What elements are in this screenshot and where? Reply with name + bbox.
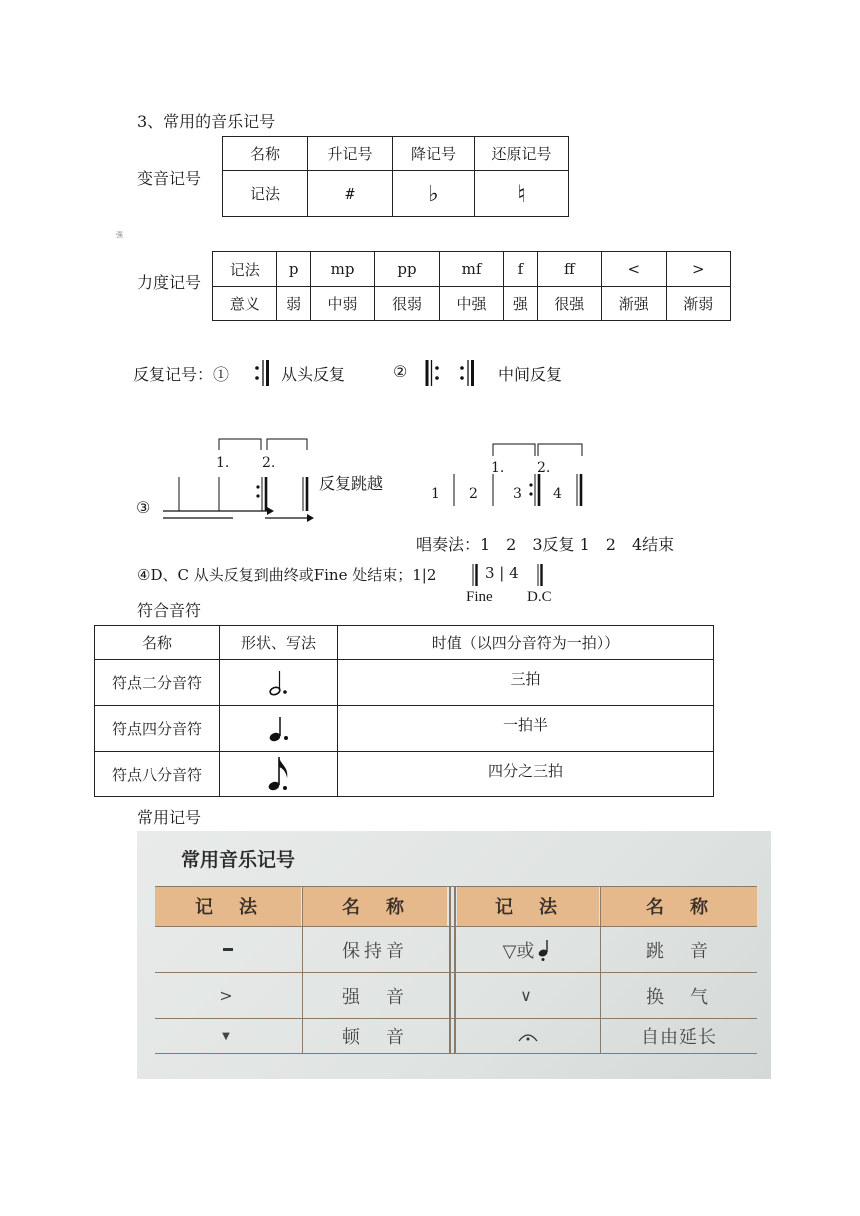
header-cell: 名称 — [223, 137, 308, 171]
photo-name-cell: 自由延长 — [641, 1027, 717, 1048]
tiny-mark: 强 — [116, 231, 123, 239]
row-label: 意义 — [213, 287, 277, 321]
photo-header-cell: 名 称 — [303, 886, 447, 926]
photo-header-cell: 记 法 — [155, 886, 301, 926]
photo-name-cell: 跳 音 — [646, 940, 712, 962]
repeat-item2-num: ② — [393, 362, 408, 381]
dynamic-symbol: < — [602, 252, 666, 287]
dynamic-symbol: > — [666, 252, 731, 287]
staccato-symbol-cell — [457, 927, 599, 972]
header-cell: 还原记号 — [475, 137, 569, 171]
dotted-title: 符合音符 — [137, 601, 202, 620]
accent-symbol-icon: > — [219, 986, 237, 1005]
ending-1-label: 1. — [216, 455, 230, 471]
start-repeat-sign-icon — [423, 358, 443, 388]
dynamic-symbol: mp — [310, 252, 374, 287]
dotted-notes-table — [94, 625, 714, 797]
dotted-quarter-note-icon — [220, 706, 338, 752]
repeat-from-start-text: 从头反复 — [281, 365, 346, 384]
photo-title: 常用音乐记号 — [181, 849, 296, 871]
tenuto-symbol-icon — [155, 927, 301, 972]
quarter-note-staccato-icon — [537, 939, 553, 961]
common-symbols-photo — [137, 831, 771, 1079]
example-number: 3 — [513, 486, 522, 502]
ending-2-label: 2. — [262, 455, 276, 471]
flat-symbol: ♭ — [393, 171, 475, 217]
dynamic-meaning: 强 — [504, 287, 537, 321]
end-repeat-sign-icon — [252, 358, 272, 388]
fine-label: Fine — [466, 589, 493, 605]
note-duration: 一拍半 — [338, 706, 714, 752]
repeat-skip-text: 反复跳越 — [319, 474, 384, 493]
fermata-symbol-icon — [457, 1019, 599, 1053]
note-duration: 三拍 — [338, 660, 714, 706]
double-barline-icon — [536, 563, 544, 587]
note-name: 符点八分音符 — [95, 752, 220, 797]
example-number: 4 — [553, 486, 562, 502]
photo-symbol-text: ▽或 — [502, 940, 535, 962]
dynamic-meaning: 中强 — [439, 287, 503, 321]
header-cell: 降记号 — [393, 137, 475, 171]
ending-2-label: 2. — [537, 460, 551, 476]
row-label: 记法 — [213, 252, 277, 287]
photo-header-cell: 记 法 — [457, 886, 599, 926]
dynamic-meaning: 很强 — [537, 287, 601, 321]
section-title: 3、常用的音乐记号 — [137, 112, 276, 131]
end-repeat-sign-icon — [457, 358, 477, 388]
header-cell: 名称 — [95, 626, 220, 660]
header-cell: 形状、写法 — [220, 626, 338, 660]
common-title: 常用记号 — [137, 808, 202, 827]
dynamic-meaning: 渐强 — [602, 287, 666, 321]
repeat-middle-text: 中间反复 — [498, 365, 563, 384]
repeat-jump-diagram — [155, 435, 325, 530]
dotted-half-note-icon — [220, 660, 338, 706]
dynamic-symbol: p — [277, 252, 310, 287]
staccatissimo-symbol-icon: ▼ — [222, 1030, 234, 1042]
dynamic-meaning: 很弱 — [375, 287, 439, 321]
natural-symbol: ♮ — [475, 171, 569, 217]
breath-symbol-icon: ∨ — [520, 986, 536, 1005]
double-barline-icon — [471, 563, 479, 587]
photo-name-cell: 顿 音 — [342, 1027, 408, 1048]
dynamic-symbol: ff — [537, 252, 601, 287]
repeat-item3-num: ③ — [136, 498, 151, 517]
performance-order: 唱奏法：1 2 3反复 1 2 4结束 — [416, 535, 675, 554]
header-cell: 时值（以四分音符为一拍）） — [338, 626, 714, 660]
dynamic-symbol: mf — [439, 252, 503, 287]
dynamic-symbol: f — [504, 252, 537, 287]
sharp-symbol: # — [308, 171, 393, 217]
row-label: 记法 — [223, 171, 308, 217]
dynamic-meaning: 渐弱 — [666, 287, 731, 321]
dc-tail: 3 | 4 — [485, 564, 519, 582]
photo-table — [155, 886, 757, 1054]
note-name: 符点四分音符 — [95, 706, 220, 752]
dynamics-label: 力度记号 — [137, 273, 202, 292]
ending-1-label: 1. — [491, 460, 505, 476]
accidentals-label: 变音记号 — [137, 169, 202, 188]
example-number: 1 — [431, 486, 440, 502]
dynamic-symbol: pp — [375, 252, 439, 287]
accidentals-table — [222, 136, 569, 217]
dc-explanation: ④D、C 从头反复到曲终或Fine 处结束；1|2 — [137, 566, 437, 584]
dotted-eighth-note-icon — [220, 752, 338, 797]
photo-name-cell: 保持音 — [342, 940, 408, 962]
note-duration: 四分之三拍 — [338, 752, 714, 797]
example-number: 2 — [469, 486, 478, 502]
note-name: 符点二分音符 — [95, 660, 220, 706]
header-cell: 升记号 — [308, 137, 393, 171]
dynamic-meaning: 中弱 — [310, 287, 374, 321]
repeat-example-diagram — [425, 440, 595, 515]
photo-header-cell: 名 称 — [601, 886, 757, 926]
repeat-label: 反复记号：① — [133, 365, 230, 384]
dynamics-table — [212, 251, 731, 321]
photo-name-cell: 换 气 — [646, 986, 712, 1008]
dc-label: D.C — [527, 589, 552, 605]
dynamic-meaning: 弱 — [277, 287, 310, 321]
photo-name-cell: 强 音 — [342, 986, 408, 1008]
